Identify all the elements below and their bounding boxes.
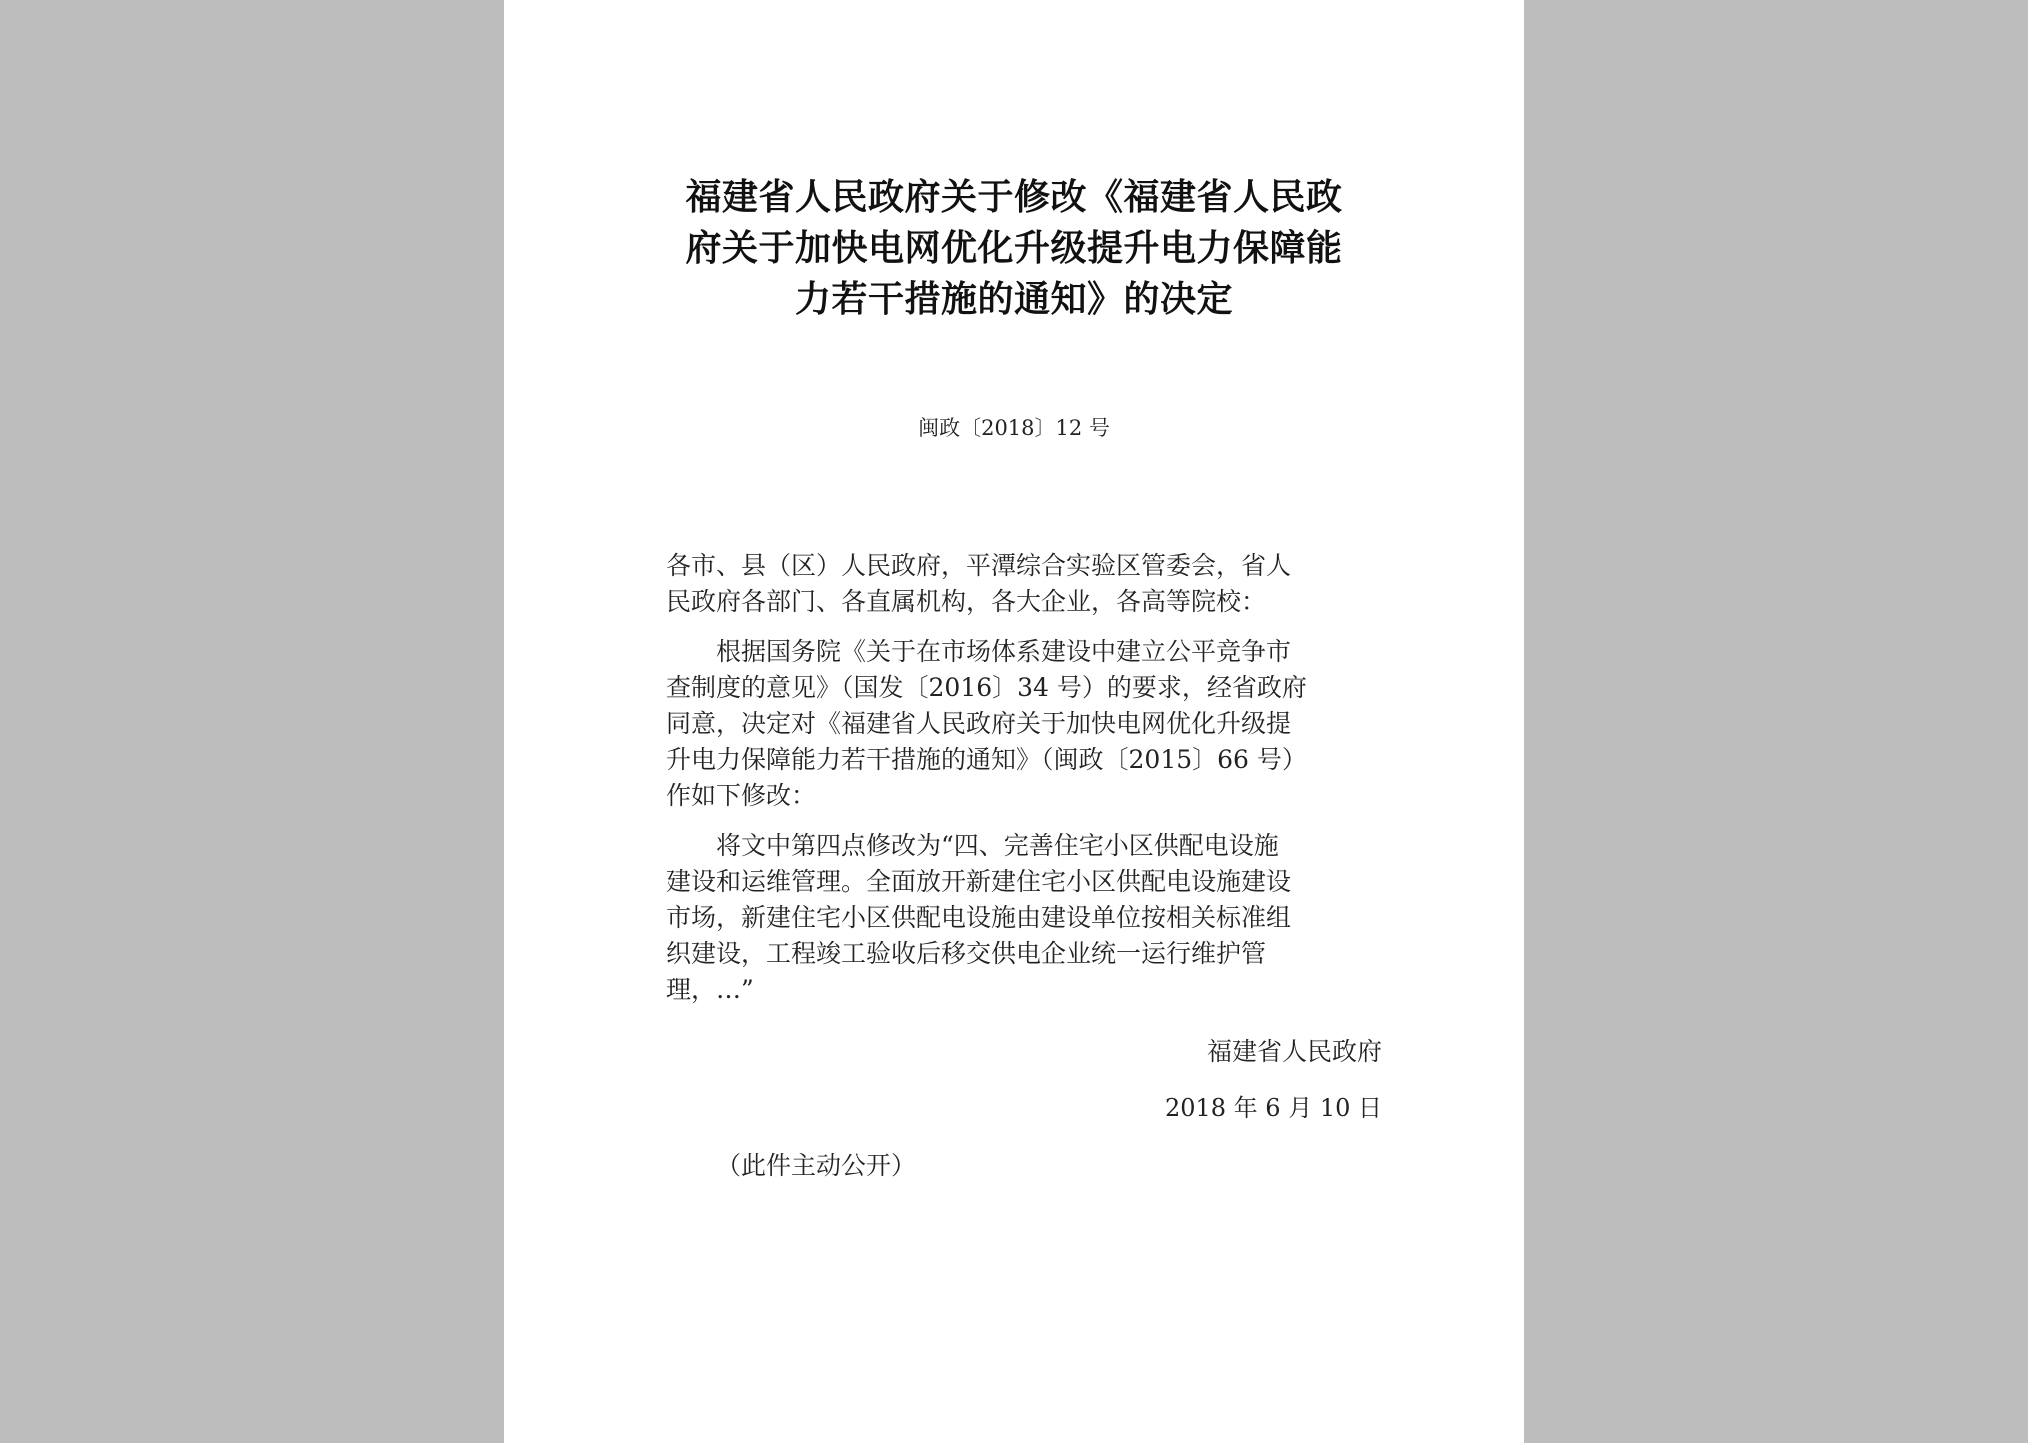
- issue-date: 2018 年 6 月 10 日: [1164, 1094, 1382, 1122]
- title-line: 福建省人民政府关于修改《福建省人民政: [685, 177, 1343, 218]
- paragraph-line: 根据国务院《关于在市场体系建设中建立公平竞争市: [716, 637, 1292, 666]
- title-line: 力若干措施的通知》的决定: [794, 279, 1233, 320]
- paragraph-line: 同意，决定对《福建省人民政府关于加快电网优化升级提: [666, 709, 1292, 738]
- document-page: [504, 0, 1524, 1443]
- paragraph-line: 建设和运维管理。全面放开新建住宅小区供配电设施建设: [666, 867, 1292, 896]
- signature: 福建省人民政府: [1206, 1037, 1382, 1066]
- paragraph-line: 作如下修改：: [666, 781, 817, 810]
- paragraph-1: [666, 634, 1386, 814]
- paragraph-line: 理，…”: [666, 975, 754, 1004]
- disclosure-note: （此件主动公开）: [716, 1151, 917, 1180]
- addressee: [666, 548, 1386, 620]
- title-line: 府关于加快电网优化升级提升电力保障能: [685, 228, 1343, 269]
- paragraph-line: 市场，新建住宅小区供配电设施由建设单位按相关标准组: [666, 903, 1292, 932]
- paragraph-line: 将文中第四点修改为“四、完善住宅小区供配电设施: [716, 831, 1279, 860]
- document-title: [654, 172, 1374, 325]
- addressee-line: 民政府各部门、各直属机构，各大企业，各高等院校：: [666, 587, 1267, 616]
- paragraph-line: 查制度的意见》（国发〔2016〕34 号）的要求，经省政府: [666, 673, 1307, 702]
- paragraph-line: 升电力保障能力若干措施的通知》（闽政〔2015〕66 号）: [666, 745, 1307, 774]
- document-body: [666, 548, 1386, 1008]
- paragraph-line: 织建设，工程竣工验收后移交供电企业统一运行维护管: [666, 939, 1267, 968]
- document-number: 闽政〔2018〕12 号: [918, 416, 1110, 440]
- addressee-line: 各市、县（区）人民政府，平潭综合实验区管委会，省人: [666, 551, 1292, 580]
- paragraph-2: [666, 828, 1386, 1008]
